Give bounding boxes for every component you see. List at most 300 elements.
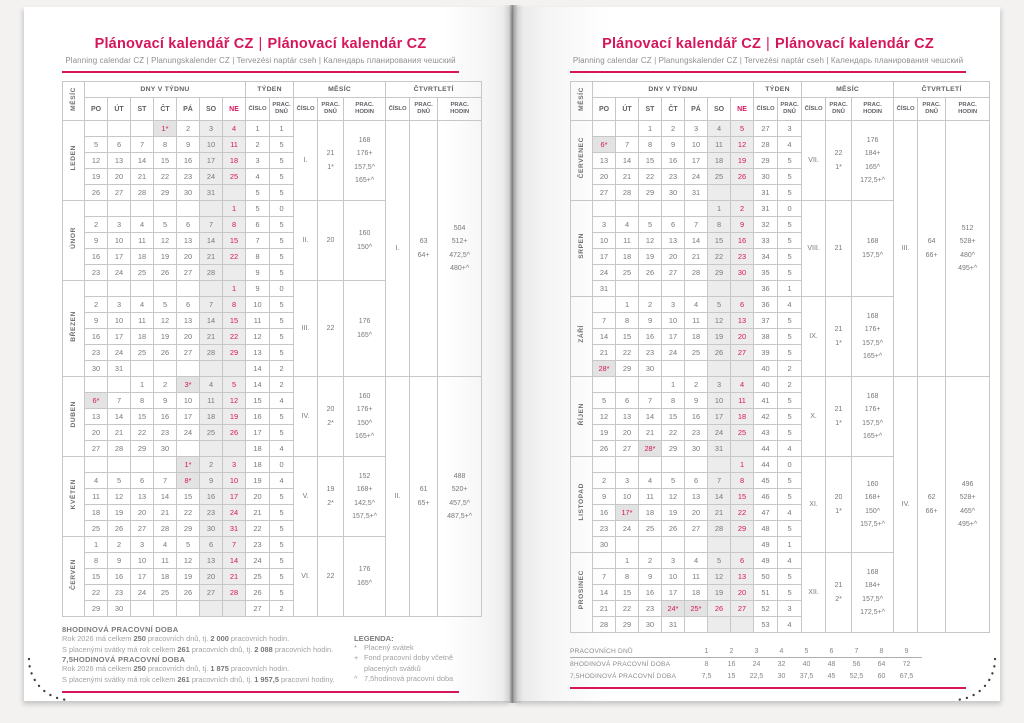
week-number-cell: 9 (246, 265, 270, 281)
weekday-header: SO (708, 98, 731, 121)
day-cell: 12 (154, 233, 177, 249)
day-cell: 5 (108, 473, 131, 489)
holiday-cell: 24* (662, 601, 685, 617)
quarter-hours-cell: 488 520+ 457,5^ 487,5+^ (438, 377, 482, 617)
day-cell: 6 (177, 217, 200, 233)
legend-symbol: * (354, 643, 357, 652)
week-workdays-cell: 5 (270, 185, 294, 201)
day-cell: 2 (593, 473, 616, 489)
quarter-number-header: ČÍSLO (894, 98, 918, 121)
empty-day-cell (85, 201, 108, 217)
planning-table (62, 81, 482, 617)
day-cell: 6 (200, 537, 223, 553)
month-number-cell: VIII. (802, 201, 826, 297)
day-cell: 2 (731, 201, 754, 217)
mini-table-value: 60 (877, 672, 886, 680)
month-workdays-cell: 21 1* (318, 121, 344, 201)
day-cell: 3 (108, 217, 131, 233)
week-number-cell: 13 (246, 345, 270, 361)
day-cell: 25 (708, 169, 731, 185)
month-name-cell (63, 121, 85, 201)
month-name-cell (571, 553, 593, 633)
month-name-cell (571, 457, 593, 553)
week-workdays-cell: 4 (270, 473, 294, 489)
week-workdays-cell: 5 (270, 521, 294, 537)
month-name: ŘÍJEN (578, 402, 585, 426)
month-workdays-cell: 21 1* (826, 297, 852, 377)
empty-day-cell (85, 377, 108, 393)
week-workdays-cell: 2 (778, 377, 802, 393)
weekday-header: PO (85, 98, 108, 121)
week-number-cell: 7 (246, 233, 270, 249)
day-cell: 14 (200, 233, 223, 249)
empty-day-cell (85, 457, 108, 473)
day-cell: 28 (154, 521, 177, 537)
week-workdays-cell: 5 (270, 345, 294, 361)
month-number-cell: IV. (294, 377, 318, 457)
day-cell: 25 (200, 425, 223, 441)
day-cell: 19 (639, 249, 662, 265)
week-workdays-cell: 1 (778, 537, 802, 553)
day-cell: 23 (593, 521, 616, 537)
week-number-cell: 9 (246, 281, 270, 297)
day-cell: 23 (639, 601, 662, 617)
day-cell: 19 (662, 505, 685, 521)
day-cell: 27 (177, 265, 200, 281)
month-name-cell (63, 537, 85, 617)
day-cell: 9 (639, 313, 662, 329)
day-cell: 6 (616, 393, 639, 409)
week-number-cell: 25 (246, 569, 270, 585)
week-number-cell: 27 (754, 121, 778, 137)
day-cell: 6 (131, 473, 154, 489)
page-title-primary: Plánovací kalendář CZ (94, 36, 254, 52)
day-cell: 11 (685, 313, 708, 329)
day-cell: 15 (639, 153, 662, 169)
day-cell: 24 (108, 345, 131, 361)
empty-day-cell (662, 457, 685, 473)
month-name: ÚNOR (70, 227, 77, 249)
empty-day-cell (200, 201, 223, 217)
day-cell: 4 (616, 217, 639, 233)
empty-day-cell (685, 617, 708, 633)
weekday-header: PO (593, 98, 616, 121)
week-workdays-cell: 4 (778, 617, 802, 633)
day-cell: 18 (131, 249, 154, 265)
month-number-cell: II. (294, 201, 318, 281)
calendar-row (571, 377, 990, 393)
day-cell: 13 (616, 409, 639, 425)
day-cell: 2 (108, 537, 131, 553)
day-cell: 4 (223, 121, 246, 137)
legend-item (354, 674, 459, 684)
day-cell: 22 (223, 249, 246, 265)
week-number-cell: 49 (754, 537, 778, 553)
day-cell: 17 (223, 489, 246, 505)
mini-table-value: 2 (729, 647, 734, 655)
month-axis-label: MĚSÍC (578, 86, 585, 111)
day-cell: 21 (200, 249, 223, 265)
day-cell: 27 (593, 185, 616, 201)
day-cell: 25 (85, 521, 108, 537)
day-cell: 1 (616, 553, 639, 569)
day-cell: 26 (708, 345, 731, 361)
week-number-cell: 47 (754, 505, 778, 521)
day-cell: 16 (662, 153, 685, 169)
week-number-cell: 26 (246, 585, 270, 601)
day-cell: 31 (662, 617, 685, 633)
day-cell: 16 (85, 249, 108, 265)
week-number-cell: 48 (754, 521, 778, 537)
week-number-cell: 8 (246, 249, 270, 265)
day-cell: 10 (662, 569, 685, 585)
day-cell: 13 (85, 409, 108, 425)
planner-page-right (513, 7, 1000, 701)
empty-day-cell (662, 537, 685, 553)
day-cell: 27 (200, 585, 223, 601)
day-cell: 23 (177, 169, 200, 185)
month-number-cell: XII. (802, 553, 826, 633)
day-cell: 18 (85, 505, 108, 521)
empty-day-cell (639, 457, 662, 473)
page-content-left (24, 7, 511, 701)
day-cell: 11 (131, 313, 154, 329)
month-name: ZÁŘÍ (578, 325, 585, 343)
week-number-cell: 18 (246, 441, 270, 457)
day-cell: 18 (616, 249, 639, 265)
day-cell: 30 (593, 537, 616, 553)
day-cell: 17 (662, 329, 685, 345)
mini-table-value: 5 (804, 647, 809, 655)
day-cell: 25 (685, 345, 708, 361)
quarter-number-cell: II. (386, 377, 410, 617)
day-cell: 21 (708, 505, 731, 521)
day-cell: 6 (177, 297, 200, 313)
day-cell: 27 (685, 521, 708, 537)
empty-day-cell (154, 361, 177, 377)
day-cell: 11 (200, 393, 223, 409)
day-cell: 23 (685, 425, 708, 441)
day-cell: 1 (662, 377, 685, 393)
empty-day-cell (131, 121, 154, 137)
week-number-cell: 28 (754, 137, 778, 153)
day-cell: 8 (223, 217, 246, 233)
day-cell: 24 (131, 585, 154, 601)
day-cell: 6 (662, 217, 685, 233)
day-cell: 30 (177, 185, 200, 201)
week-workdays-cell: 3 (778, 121, 802, 137)
day-cell: 7 (154, 473, 177, 489)
month-name: SRPEN (578, 233, 585, 259)
week-workdays-cell: 5 (270, 409, 294, 425)
day-cell: 15 (154, 153, 177, 169)
day-cell: 14 (639, 409, 662, 425)
month-hours-header: PRAC. HODIN (344, 98, 386, 121)
day-cell: 22 (639, 169, 662, 185)
mini-table-value: 30 (777, 672, 786, 680)
day-cell: 27 (662, 265, 685, 281)
day-cell: 20 (85, 425, 108, 441)
week-workdays-cell: 4 (270, 441, 294, 457)
week-workdays-cell: 2 (270, 377, 294, 393)
week-workdays-cell: 0 (270, 281, 294, 297)
day-cell: 19 (108, 505, 131, 521)
empty-day-cell (685, 201, 708, 217)
week-number-cell: 36 (754, 281, 778, 297)
day-cell: 14 (154, 489, 177, 505)
day-cell: 22 (177, 505, 200, 521)
month-workdays-header: PRAC. DNŮ (826, 98, 852, 121)
week-workdays-cell: 5 (270, 553, 294, 569)
day-cell: 12 (223, 393, 246, 409)
month-workdays-cell: 20 (318, 201, 344, 281)
table-header-row-2 (571, 98, 990, 121)
empty-day-cell (616, 457, 639, 473)
day-cell: 4 (200, 377, 223, 393)
week-workdays-cell: 5 (778, 345, 802, 361)
day-cell: 9 (85, 313, 108, 329)
week-number-header: ČÍSLO (754, 98, 778, 121)
day-cell: 20 (200, 569, 223, 585)
day-cell: 23 (731, 249, 754, 265)
week-workdays-cell: 5 (270, 585, 294, 601)
day-cell: 17 (131, 569, 154, 585)
day-cell: 4 (685, 297, 708, 313)
week-number-cell: 46 (754, 489, 778, 505)
day-cell: 24 (685, 169, 708, 185)
day-cell: 8 (616, 569, 639, 585)
day-cell: 3 (662, 553, 685, 569)
mini-table (570, 645, 922, 682)
day-cell: 28 (708, 521, 731, 537)
month-number-header: ČÍSLO (802, 98, 826, 121)
day-cell: 24 (177, 425, 200, 441)
day-cell: 13 (685, 489, 708, 505)
day-cell: 10 (616, 489, 639, 505)
day-cell: 14 (708, 489, 731, 505)
week-workdays-cell: 5 (778, 313, 802, 329)
day-cell: 1 (85, 537, 108, 553)
month-number-cell: I. (294, 121, 318, 201)
mini-table-value: 7,5 (701, 672, 712, 680)
month-number-cell: V. (294, 457, 318, 537)
day-cell: 8 (131, 393, 154, 409)
empty-day-cell (131, 457, 154, 473)
day-cell: 21 (593, 601, 616, 617)
week-number-cell: 50 (754, 569, 778, 585)
quarter-workdays-cell: 64 66+ (918, 121, 946, 377)
day-cell: 15 (131, 409, 154, 425)
workload-block-title: 7,5HODINOVÁ PRACOVNÍ DOBA (62, 655, 186, 665)
day-cell: 29 (731, 521, 754, 537)
page-title-secondary: Plánovací kalendár CZ (267, 36, 427, 52)
day-cell: 28 (685, 265, 708, 281)
day-cell: 16 (85, 329, 108, 345)
day-cell: 17 (177, 409, 200, 425)
week-number-cell: 34 (754, 249, 778, 265)
mini-table-value: 16 (727, 660, 736, 668)
empty-day-cell (108, 457, 131, 473)
day-cell: 8 (85, 553, 108, 569)
day-cell: 7 (685, 217, 708, 233)
week-workdays-cell: 5 (778, 585, 802, 601)
empty-day-cell (662, 361, 685, 377)
week-workdays-cell: 5 (778, 169, 802, 185)
day-cell: 7 (131, 137, 154, 153)
day-cell: 19 (223, 409, 246, 425)
day-cell: 9 (200, 473, 223, 489)
day-cell: 21 (593, 345, 616, 361)
week-workdays-cell: 5 (270, 313, 294, 329)
day-cell: 3 (131, 537, 154, 553)
workload-line: S placenými svátky má rok celkem 261 pracovních dnů, tj. 1 957,5 pracovní hodiny. (62, 675, 335, 685)
month-name: LEDEN (70, 145, 77, 171)
day-cell: 28 (108, 441, 131, 457)
day-cell: 31 (200, 185, 223, 201)
day-cell: 12 (639, 233, 662, 249)
day-cell: 20 (662, 249, 685, 265)
empty-day-cell (731, 617, 754, 633)
day-cell: 10 (177, 393, 200, 409)
week-number-cell: 53 (754, 617, 778, 633)
calendar-row (571, 121, 990, 137)
day-cell: 3 (685, 121, 708, 137)
day-cell: 7 (223, 537, 246, 553)
day-cell: 31 (223, 521, 246, 537)
workdays-hours-table (570, 645, 966, 689)
day-cell: 17 (200, 153, 223, 169)
workload-line: Rok 2026 má celkem 250 pracovních dnů, tj. 2 000 pracovních hodin. (62, 634, 290, 643)
day-cell: 15 (616, 329, 639, 345)
quarter-hours-cell: 512 528+ 480^ 495+^ (946, 121, 990, 377)
day-cell: 8 (639, 137, 662, 153)
week-number-cell: 24 (246, 553, 270, 569)
week-number-cell: 32 (754, 217, 778, 233)
month-workdays-cell: 22 1* (826, 121, 852, 201)
title-separator: | (258, 36, 263, 52)
day-cell: 1 (731, 457, 754, 473)
day-cell: 8 (662, 393, 685, 409)
day-cell: 25 (131, 345, 154, 361)
day-cell: 8 (731, 473, 754, 489)
week-workdays-cell: 5 (778, 329, 802, 345)
day-cell: 10 (131, 553, 154, 569)
day-cell: 6 (731, 553, 754, 569)
day-cell: 5 (154, 217, 177, 233)
day-cell: 20 (108, 169, 131, 185)
empty-day-cell (177, 441, 200, 457)
legend-text: Fond pracovní doby včetně placených svátků (364, 653, 454, 673)
week-workdays-cell: 5 (778, 393, 802, 409)
month-name-cell (571, 121, 593, 201)
day-cell: 7 (593, 313, 616, 329)
mini-table-value: 40 (802, 660, 811, 668)
week-number-cell: 36 (754, 297, 778, 313)
day-cell: 14 (108, 409, 131, 425)
holiday-cell: 1* (177, 457, 200, 473)
weekday-header: ST (131, 98, 154, 121)
column-group-label: ČTVRTLETÍ (386, 82, 482, 98)
day-cell: 5 (85, 137, 108, 153)
month-name-cell (63, 457, 85, 537)
day-cell: 31 (685, 185, 708, 201)
empty-day-cell (593, 553, 616, 569)
week-number-cell: 23 (246, 537, 270, 553)
legend-symbol: ^ (354, 674, 358, 684)
mini-table-value: 64 (877, 660, 886, 668)
week-workdays-cell: 4 (778, 553, 802, 569)
month-hours-cell: 168 157,5^ (852, 201, 894, 297)
day-cell: 9 (639, 569, 662, 585)
day-cell: 28 (593, 617, 616, 633)
day-cell: 28 (200, 265, 223, 281)
month-name: KVĚTEN (70, 478, 77, 510)
day-cell: 3 (616, 473, 639, 489)
week-number-cell: 31 (754, 185, 778, 201)
calendar-table-slot-left (62, 81, 473, 617)
day-cell: 30 (685, 441, 708, 457)
week-number-cell: 42 (754, 409, 778, 425)
week-workdays-cell: 5 (270, 169, 294, 185)
day-cell: 10 (223, 473, 246, 489)
legend-items (354, 643, 459, 684)
month-number-cell: VII. (802, 121, 826, 201)
empty-day-cell (662, 281, 685, 297)
day-cell: 3 (108, 297, 131, 313)
week-workdays-cell: 5 (778, 569, 802, 585)
month-axis-header (571, 82, 593, 121)
day-cell: 24 (662, 345, 685, 361)
quarter-workdays-cell: 62 66+ (918, 377, 946, 633)
quarter-workdays-header: PRAC. DNŮ (410, 98, 438, 121)
week-number-cell: 40 (754, 377, 778, 393)
quarter-number-cell: III. (894, 121, 918, 377)
month-hours-cell: 176 165^ (344, 281, 386, 377)
empty-day-cell (685, 457, 708, 473)
day-cell: 18 (708, 153, 731, 169)
empty-day-cell (639, 201, 662, 217)
day-cell: 21 (154, 505, 177, 521)
week-workdays-cell: 4 (778, 137, 802, 153)
empty-day-cell (154, 201, 177, 217)
month-number-cell: VI. (294, 537, 318, 617)
day-cell: 13 (177, 233, 200, 249)
day-cell: 22 (616, 345, 639, 361)
empty-day-cell (662, 201, 685, 217)
holiday-cell: 8* (177, 473, 200, 489)
day-cell: 6 (685, 473, 708, 489)
empty-day-cell (731, 281, 754, 297)
week-number-cell: 18 (246, 457, 270, 473)
legend-item (354, 653, 459, 674)
week-number-cell: 35 (754, 265, 778, 281)
title-separator: | (766, 36, 770, 52)
legend-text: Placený svátek (364, 643, 414, 652)
day-cell: 17 (685, 153, 708, 169)
day-cell: 27 (731, 601, 754, 617)
mini-table-value: 8 (704, 660, 709, 668)
month-hours-cell: 176 184+ 165^ 172,5+^ (852, 121, 894, 201)
column-group-label: TÝDEN (246, 82, 294, 98)
mini-table-value: 7 (854, 647, 859, 655)
legend-title: LEGENDA: (354, 634, 394, 643)
week-number-cell: 29 (754, 153, 778, 169)
week-number-cell: 3 (246, 153, 270, 169)
quarter-number-cell: I. (386, 121, 410, 377)
day-cell: 3 (223, 457, 246, 473)
mini-table-value: 48 (827, 660, 836, 668)
day-cell: 11 (223, 137, 246, 153)
